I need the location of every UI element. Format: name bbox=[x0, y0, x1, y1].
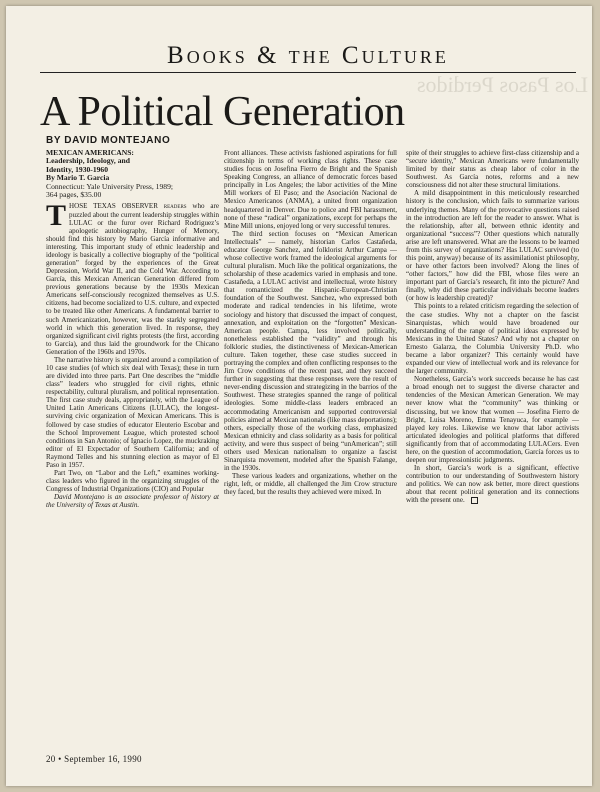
author-bio: David Montejano is an associate professor of history at the University of Texas at Austin. bbox=[46, 493, 219, 510]
paragraph: Nonetheless, García’s work succeeds because he has cast a broad enough net to suggest the diverse character and tendencies of the Mexican American Generation. We may never know what the “community” was thinking or discussing, but we know that women — Josefina Fierro de Bright, Luisa Moreno, Emma Tenayuca, for example — played key roles. Likewise we know that labor activists articulated ideologies and political platforms that differed significantly from that of accommodating LULACers. Even here, on the question of accommodation, García forces us to deepen our impressionistic judgments. bbox=[406, 375, 579, 464]
book-publisher-line-1: Connecticut: Yale University Press, 1989; bbox=[46, 181, 173, 191]
paragraph: This points to a related criticism regarding the selection of the case studies. Why not a chapter on the fascist Sinarquistas, which would have broadened our understanding of the range of political ideas expressed by Mexicans in the United States? And why not a chapter on Ernesto Galarza, the Columbia University Ph.D. who became a labor organizer? This certainly would have expanded our view of intellectual work and its relevance for the larger community. bbox=[406, 302, 579, 376]
column-2 bbox=[224, 149, 397, 745]
lead-text: who are puzzled about the current leadership struggles within LULAC or the furor over Richard Rodriguez’s apologetic autobiography, Hunger of Memory, should find this history by Mario García informative and interesting. This important study of ethnic leadership and ideology is basically a collective biography of the “political generation” forged by the experiences of the Great Depression, World War II, and the Cold War. According to García, this Mexican American Generation differed from previous generations because by the 1930s Mexican Americans self-consciously recognized themselves as U.S. citizens, had become socialized to U.S. culture, and expected to be treated like other Americans. A fundamental barrier to such Americanization, however, was the starkly segregated world in which this generation lived. In response, they organized significant civil rights protests (the first, according to García), and thus laid the groundwork for the Chicano Generation of the 1960s and 1970s. bbox=[46, 202, 219, 356]
bleed-through-text: Los Pasos Perdidos bbox=[416, 72, 588, 97]
paragraph: The narrative history is organized around a compilation of 10 case studies (of which six deal with Texas); these in turn are divided into three parts. Part One describes the “middle class” leaders who struggled for civil rights, ethnic respectability, cultural pluralism, and political representation. The first case study deals, appropriately, with the League of United Latin Americans Citizens (LULAC), the longest-surviving civic organization of Mexican Americans. This is followed by case studies of educator Eleuterio Escobar and the School Improvement League, which protested school conditions in San Antonio; of Ignacio Lopez, the muckraking editor of El Expectador of Southern California; and of Raymond Telles and his stunning election as mayor of El Paso in 1957. bbox=[46, 355, 219, 469]
paragraph: Part Two, on “Labor and the Left,” examines working-class leaders who figured in the organizing struggles of the Congress of Industrial Organizations (CIO) and Popular bbox=[46, 469, 219, 494]
magazine-page bbox=[6, 6, 592, 786]
drop-cap: T bbox=[46, 199, 67, 233]
column-1 bbox=[46, 149, 219, 745]
closing-text: In short, García’s work is a significant, effective contribution to our understanding of Southwestern history and politics. We can now ask better, more direct questions about that recent political generation and its connections with the present one. bbox=[406, 464, 579, 505]
section-header bbox=[40, 28, 576, 73]
lead-smallcaps: HOSE TEXAS OBSERVER readers bbox=[69, 202, 187, 211]
paragraph: The third section focuses on “Mexican American Intellectuals” — namely, historian Carlos Castañeda, educator George Sanchez, and folklorist Arthur Campa — whose collective work framed the ideological arguments for cultural pluralism. Much like the political organizations, the scholarship of these academics varied in emphasis and tone. Castañeda, a LULAC activist and intellectual, wrote history that romanticized the Hispanic-European-Christian foundation of the Southwest. Sanchez, who expressed both moderate and radical tendencies in his lifetime, wrote sociology and history that discussed the impact of conquest, annexation, and exploitation on the “forgotten” Mexican-American people. Campa, less involved politically, nonetheless established the “validity” and through his folkloric studies, the distinctiveness of Mexican-American culture. Taken together, these case studies succeed in portraying the complex and often conflicting responses to the Jim Crow conditions of the recent past, and they succeed further in suggesting that these responses were the result of never-ending discussion and strategizing in the barrios of the Southwest. These strategies spanned the range of political ideologies. Some middle-class leaders embraced an accommodating Americanism and supported controversial policies aimed at Mexican nationals (like mass deportations); others, especially those of the working class, emphasized Mexican ethnicity and class solidarity as a basis for political activity, and were thus suspect of being “unAmerican”; still others used Mexican nationalism to organize a fascist Sinarquista movement, modeled after the Spanish Falange, in the 1930s. bbox=[224, 229, 397, 473]
book-title: MEXICAN AMERICANS: bbox=[46, 149, 134, 157]
paragraph: A mild disappointment in this meticulously researched history is the conclusion, which fails to summarize various underlying themes. Many of the provocative questions raised in the introduction are left for the reader to answer. What is the relationship, after all, between ethnic identity and organizational “success”? Other questions which naturally arise are left unanswered. What are the lessons to be learned from this survey of organizations? Has LULAC survived (to this point, anyway) because of its assimilationist philosophy, or have other factors been involved? Along the lines of “other factors,” how did the FBI, whose files were an important part of García’s research, fit into the picture? And finally, why did these particular individuals become leaders (or how is leadership created)? bbox=[406, 189, 579, 303]
section-title: Books & the Culture bbox=[167, 42, 449, 69]
end-mark-icon bbox=[471, 497, 478, 504]
lead-paragraph bbox=[46, 199, 219, 356]
byline: BY DAVID MONTEJANO bbox=[46, 135, 171, 146]
paragraph: spite of their struggles to achieve first-class citizenship and a “secure identity,” Mexican Americans were fundamentally limited by their status as cheap labor of color in the Southwest. As García notes, reforms and a new consciousness did not alter these structural limitations. bbox=[406, 149, 579, 190]
book-subtitle-line-1: Leadership, Ideology, and bbox=[46, 156, 130, 166]
column-3 bbox=[406, 149, 579, 745]
paragraph bbox=[406, 464, 579, 504]
book-subtitle-line-2: Identity, 1930-1960 bbox=[46, 164, 109, 174]
page-footer: 20 • September 16, 1990 bbox=[46, 754, 142, 764]
book-publisher-line-2: 364 pages, $35.00 bbox=[46, 190, 102, 200]
paragraph: Front alliances. These activists fashioned aspirations for full citizenship in terms of working class rights. These case studies focus on Josefina Fierro de Bright and the Spanish Speaking Congress, an alliance of democratic forces based principally in Los Angeles; the labor activities of the Mine Mill workers of El Paso; and the Asociación Nacional de Mexico Americanos (ANMA), a united front organization headquartered in Denver. Due to police and FBI harassment, none of these “radical” organizations, except for perhaps the Mine Mill unions, enjoyed long or very successful tenures. bbox=[224, 149, 397, 230]
paragraph: These various leaders and organizations, whether on the right, left, or middle, all challenged the Jim Crow structure they faced, but the results they achieved were mixed. In bbox=[224, 472, 397, 497]
article-headline: A Political Generation bbox=[40, 89, 405, 135]
book-author: By Mario T. Garcia bbox=[46, 173, 110, 183]
book-info bbox=[46, 149, 219, 199]
